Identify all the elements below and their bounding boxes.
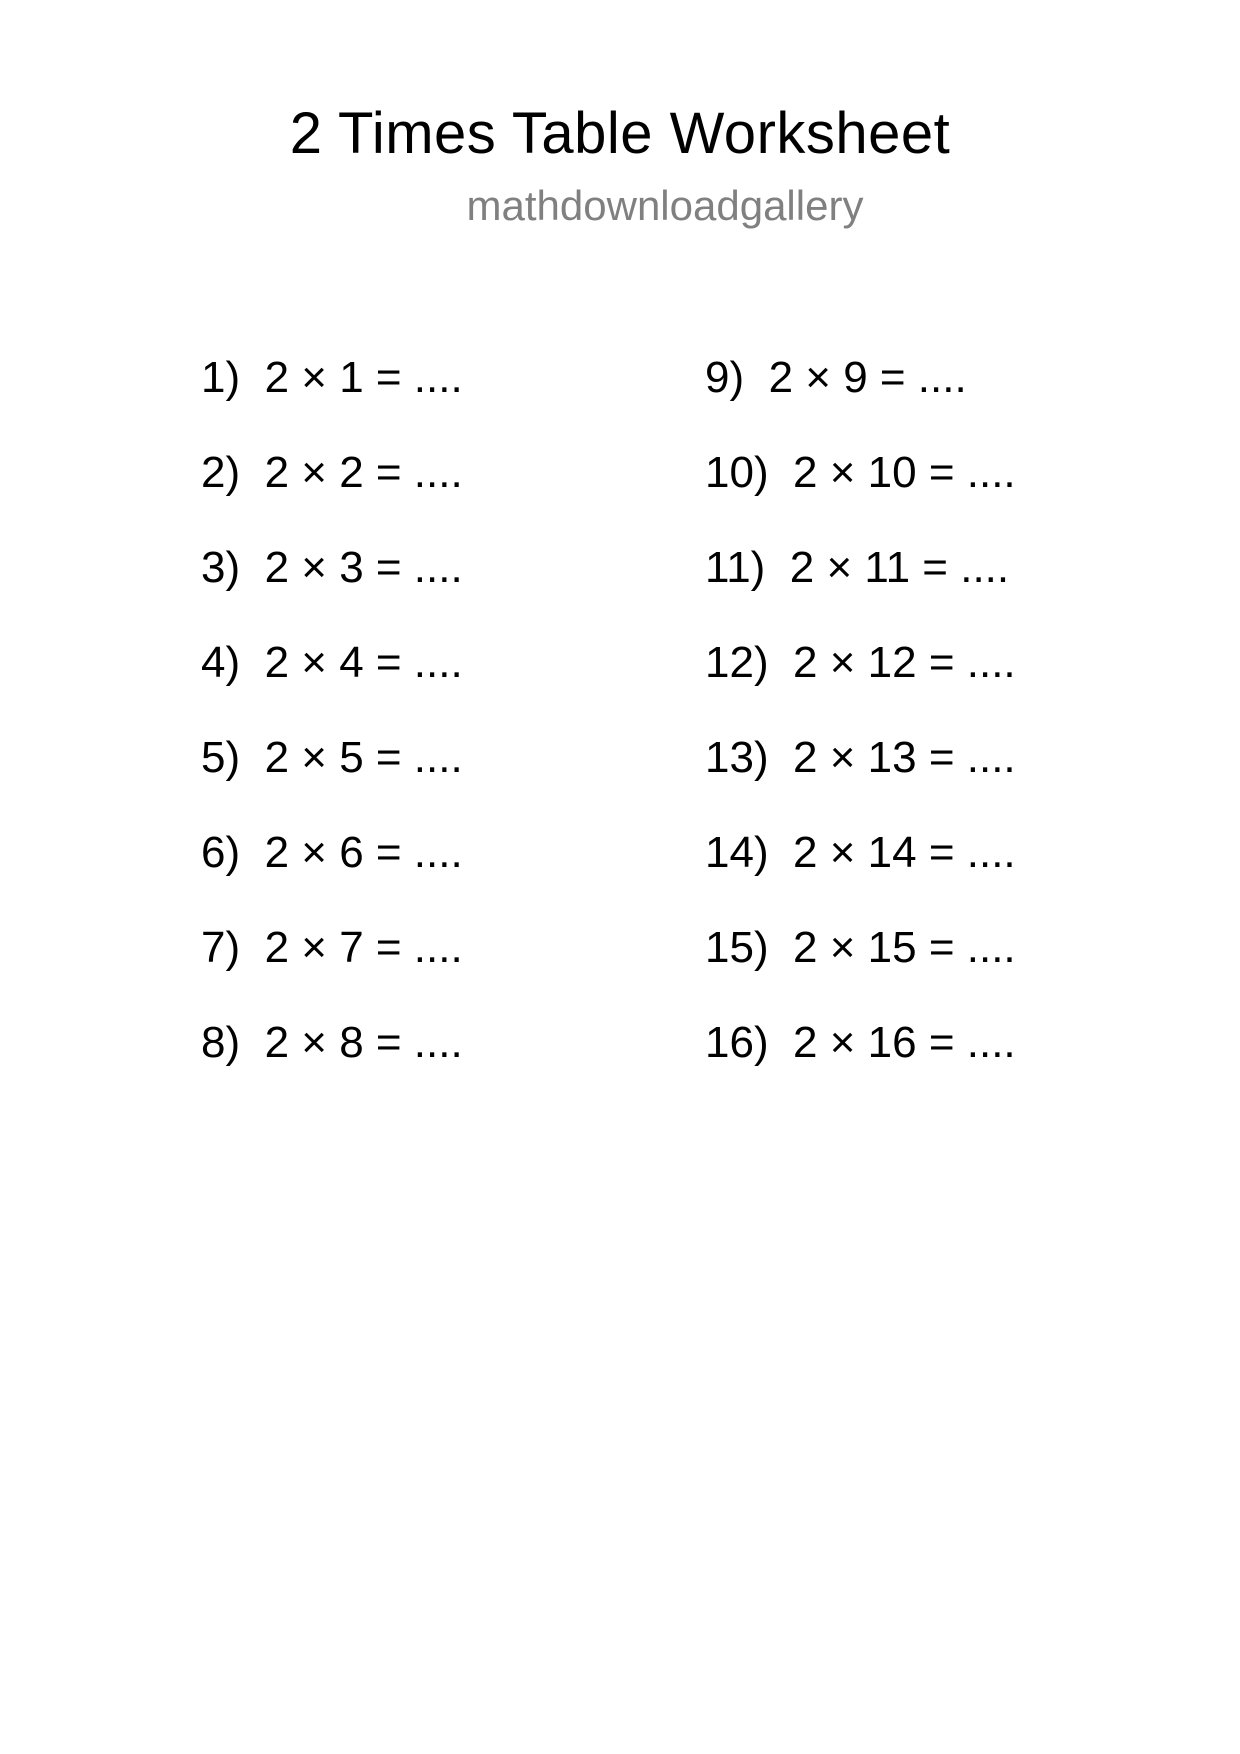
problem-item: 5) 2 × 5 = .... [201, 733, 463, 782]
problem-item: 2) 2 × 2 = .... [201, 448, 463, 497]
problem-item: 3) 2 × 3 = .... [201, 543, 463, 592]
problem-item: 16) 2 × 16 = .... [705, 1018, 1016, 1067]
problem-item: 1) 2 × 1 = .... [201, 353, 463, 402]
problem-item: 14) 2 × 14 = .... [705, 828, 1016, 877]
watermark-text: mathdownloadgallery [466, 182, 864, 229]
problem-item: 13) 2 × 13 = .... [705, 733, 1016, 782]
problem-item: 15) 2 × 15 = .... [705, 923, 1016, 972]
problem-item: 9) 2 × 9 = .... [705, 353, 967, 402]
page-title: 2 Times Table Worksheet [289, 101, 951, 166]
problem-item: 12) 2 × 12 = .... [705, 638, 1016, 687]
problem-item: 10) 2 × 10 = .... [705, 448, 1016, 497]
problems-left-column [201, 348, 463, 1108]
problem-item: 6) 2 × 6 = .... [201, 828, 463, 877]
problem-item: 11) 2 × 11 = .... [705, 543, 1010, 592]
problem-item: 8) 2 × 8 = .... [201, 1018, 463, 1067]
problems-right-column [705, 348, 1016, 1108]
problem-item: 7) 2 × 7 = .... [201, 923, 463, 972]
problem-item: 4) 2 × 4 = .... [201, 638, 463, 687]
